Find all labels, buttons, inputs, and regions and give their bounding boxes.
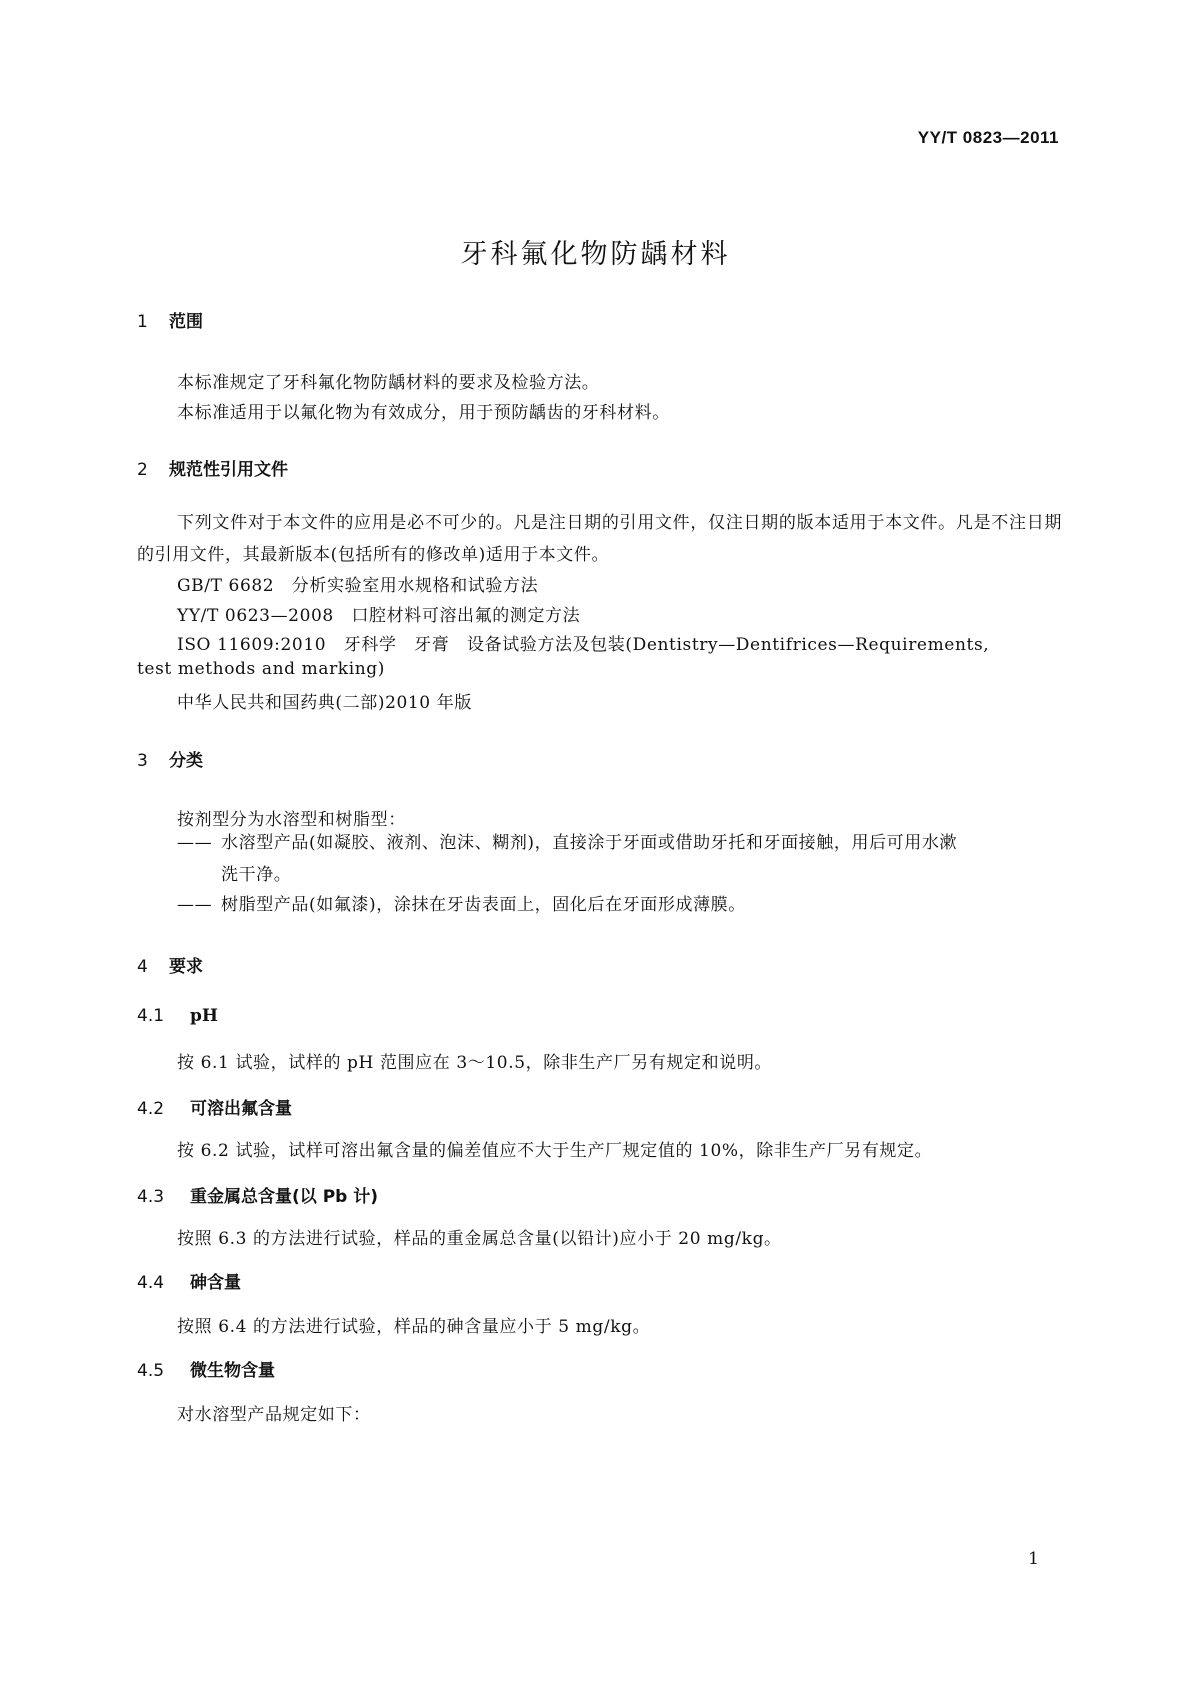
list-item-text: 水溶型产品(如凝胶、液剂、泡沫、糊剂)，直接涂于牙面或借助牙托和牙面接触，用后可用水漱 [221, 833, 958, 853]
paragraph: 按剂型分为水溶型和树脂型： [177, 810, 406, 830]
paragraph: 对水溶型产品规定如下： [177, 1405, 371, 1425]
dash-marker: —— [177, 895, 213, 915]
subsection-4-4-heading [137, 1268, 241, 1293]
dash-marker: —— [177, 833, 213, 853]
section-3-heading [137, 746, 203, 771]
subsection-number: 4.2 [137, 1099, 165, 1119]
list-item-text: 树脂型产品(如氟漆)，涂抹在牙齿表面上，固化后在牙面形成薄膜。 [221, 895, 746, 915]
section-number: 2 [137, 460, 148, 480]
section-2-heading [137, 455, 288, 480]
section-title: 要求 [169, 957, 203, 977]
subsection-4-2-heading [137, 1094, 292, 1119]
paragraph: 本标准规定了牙科氟化物防龋材料的要求及检验方法。 [177, 373, 600, 393]
section-1-heading [137, 307, 203, 332]
subsection-number: 4.3 [137, 1187, 165, 1207]
page-number: 1 [1028, 1549, 1039, 1569]
reference-item: YY/T 0623—2008 口腔材料可溶出氟的测定方法 [177, 606, 581, 626]
section-title: 规范性引用文件 [169, 460, 288, 480]
section-title: 范围 [169, 312, 203, 332]
subsection-4-1-heading [137, 1006, 218, 1026]
subsection-title: pH [190, 1006, 218, 1026]
reference-item: 中华人民共和国药典(二部)2010 年版 [177, 693, 472, 713]
subsection-number: 4.1 [137, 1006, 165, 1026]
reference-item-continuation: test methods and marking) [137, 659, 386, 679]
list-item [177, 889, 1062, 921]
section-title: 分类 [169, 751, 203, 771]
subsection-title: 微生物含量 [190, 1361, 275, 1381]
list-item-continuation: 洗干净。 [221, 865, 292, 885]
subsection-number: 4.4 [137, 1273, 165, 1293]
paragraph: 按 6.1 试验，试样的 pH 范围应在 3～10.5，除非生产厂另有规定和说明。 [177, 1053, 773, 1073]
reference-item: ISO 11609:2010 牙科学 牙膏 设备试验方法及包装(Dentistry—Dentifrices—Requirements, [177, 635, 990, 655]
section-number: 4 [137, 957, 148, 977]
paragraph: 按 6.2 试验，试样可溶出氟含量的偏差值应不大于生产厂规定值的 10%，除非生产厂另有规定。 [177, 1141, 933, 1161]
paragraph: 按照 6.3 的方法进行试验，样品的重金属总含量(以铅计)应小于 20 mg/kg。 [177, 1229, 782, 1249]
paragraph: 本标准适用于以氟化物为有效成分，用于预防龋齿的牙科材料。 [177, 403, 670, 423]
reference-item: GB/T 6682 分析实验室用水规格和试验方法 [177, 576, 539, 596]
subsection-4-5-heading [137, 1356, 275, 1381]
subsection-title: 砷含量 [190, 1273, 241, 1293]
subsection-title: 可溶出氟含量 [190, 1099, 292, 1119]
subsection-title: 重金属总含量(以 Pb 计) [190, 1187, 379, 1207]
subsection-number: 4.5 [137, 1361, 165, 1381]
document-title: 牙科氟化物防龋材料 [460, 239, 731, 270]
subsection-4-3-heading [137, 1182, 378, 1207]
section-4-heading [137, 952, 203, 977]
section-number: 1 [137, 312, 148, 332]
paragraph: 按照 6.4 的方法进行试验，样品的砷含量应小于 5 mg/kg。 [177, 1317, 651, 1337]
paragraph: 下列文件对于本文件的应用是必不可少的。凡是注日期的引用文件，仅注日期的版本适用于本文件。凡是不注日期的引用文件，其最新版本(包括所有的修改单)适用于本文件。 [137, 513, 1062, 565]
list-item [177, 827, 1062, 891]
section-number: 3 [137, 751, 148, 771]
standard-number: YY/T 0823—2011 [917, 128, 1059, 147]
